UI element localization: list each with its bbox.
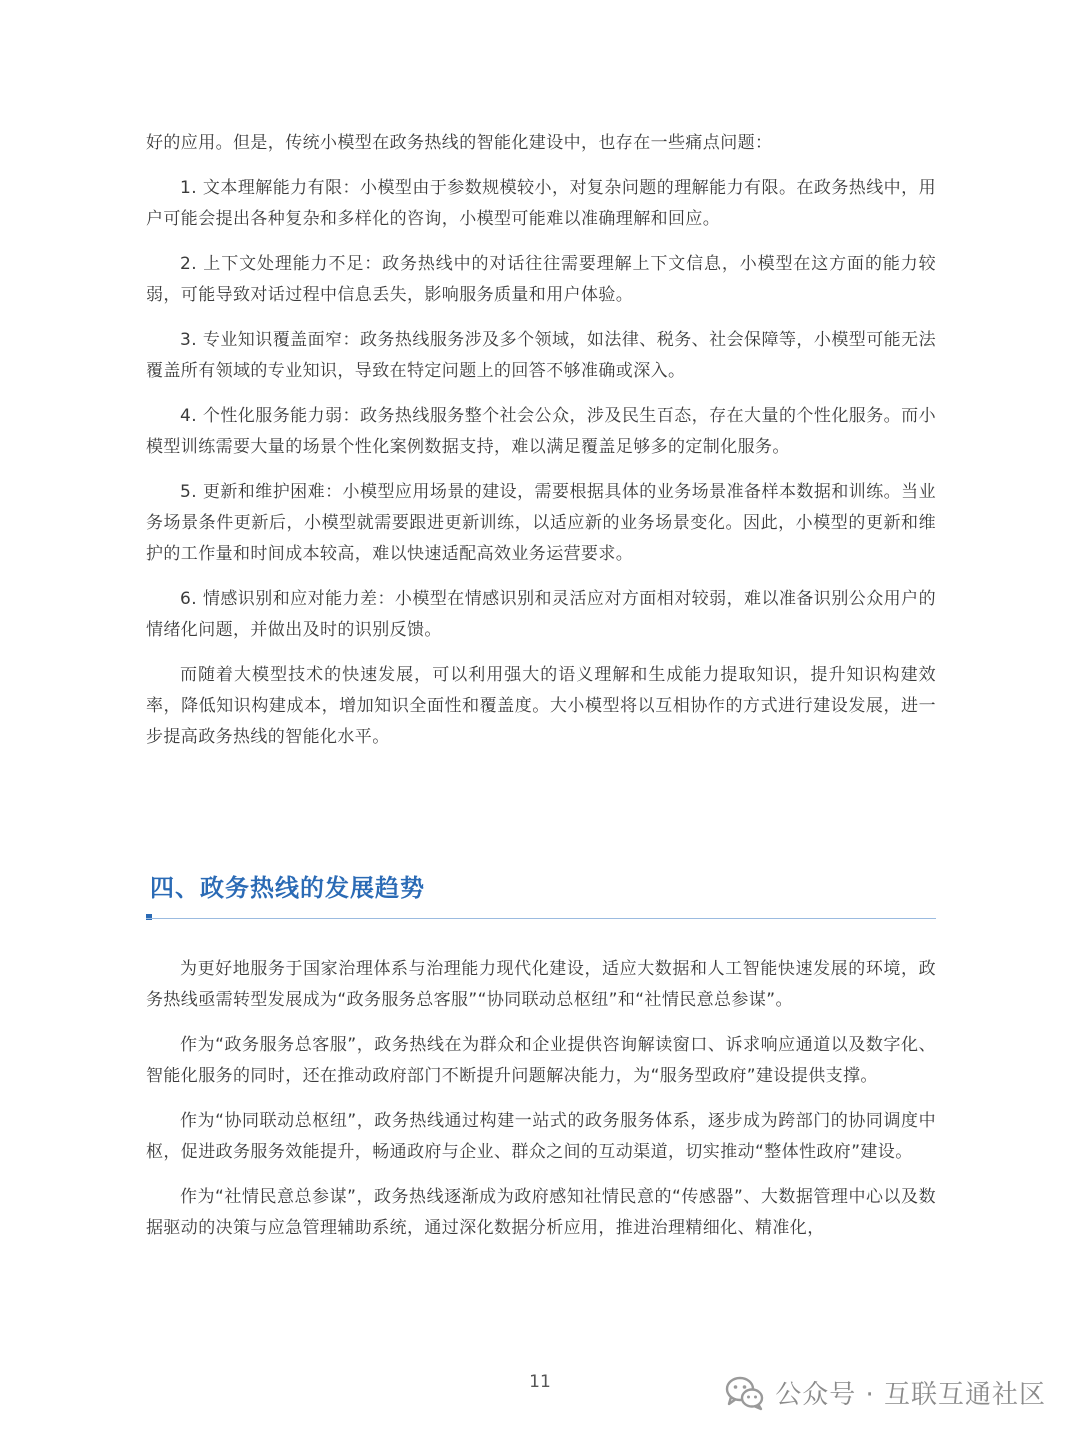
section-paragraph-2: 作为“政务服务总客服”，政务热线在为群众和企业提供咨询解读窗口、诉求响应通道以及数字化、智能化服务的同时，还在推动政府部门不断提升问题解决能力，为“服务型政府”建设提供支撑。 [146,1035,936,1086]
list-item-4: 4. 个性化服务能力弱：政务热线服务整个社会公众，涉及民生百态，存在大量的个性化服务。而小模型训练需要大量的场景个性化案例数据支持，难以满足覆盖足够多的定制化服务。 [146,406,936,457]
list-item-6: 6. 情感识别和应对能力差：小模型在情感识别和灵活应对方面相对较弱，难以准备识别公众用户的情绪化问题，并做出及时的识别反馈。 [146,589,936,640]
section-development-trend [146,866,936,1244]
summary-paragraph: 而随着大模型技术的快速发展，可以利用强大的语义理解和生成能力提取知识，提升知识构建效率，降低知识构建成本，增加知识全面性和覆盖度。大小模型将以互相协作的方式进行建设发展，进一步提高政务热线的智能化水平。 [146,665,936,747]
section-paragraph-3: 作为“协同联动总枢纽”，政务热线通过构建一站式的政务服务体系，逐步成为跨部门的协同调度中枢，促进政务服务效能提升，畅通政府与企业、群众之间的互动渠道，切实推动“整体性政府”建设。 [146,1111,936,1162]
watermark-text: 公众号 · 互联互通社区 [775,1380,1046,1410]
heading-rule-line [146,918,936,919]
section-body [146,954,936,1244]
list-item-2: 2. 上下文处理能力不足：政务热线中的对话往往需要理解上下文信息，小模型在这方面的能力较弱，可能导致对话过程中信息丢失，影响服务质量和用户体验。 [146,254,936,305]
list-item-3: 3. 专业知识覆盖面窄：政务热线服务涉及多个领域，如法律、税务、社会保障等，小模型可能无法覆盖所有领域的专业知识，导致在特定问题上的回答不够准确或深入。 [146,330,936,381]
heading-underline [146,914,936,920]
section-paragraph-1: 为更好地服务于国家治理体系与治理能力现代化建设，适应大数据和人工智能快速发展的环境，政务热线亟需转型发展成为“政务服务总客服”“协同联动总枢纽”和“社情民意总参谋”。 [146,959,936,1010]
list-item-5: 5. 更新和维护困难：小模型应用场景的建设，需要根据具体的业务场景准备样本数据和训练。当业务场景条件更新后，小模型就需要跟进更新训练，以适应新的业务场景变化。因此，小模型的更新和维护的工作量和时间成本较高，难以快速适配高效业务运营要求。 [146,482,936,564]
paragraph-continuation: 好的应用。但是，传统小模型在政务热线的智能化建设中，也存在一些痛点问题： [146,133,773,153]
wechat-icon [725,1375,765,1411]
section-heading: 四、政务热线的发展趋势 [150,874,425,902]
section-paragraph-4: 作为“社情民意总参谋”，政务热线逐渐成为政府感知社情民意的“传感器”、大数据管理中心以及数据驱动的决策与应急管理辅助系统，通过深化数据分析应用，推进治理精细化、精准化， [146,1187,936,1238]
heading-accent-square [146,914,152,920]
list-item-1: 1. 文本理解能力有限：小模型由于参数规模较小，对复杂问题的理解能力有限。在政务热线中，用户可能会提出各种复杂和多样化的咨询，小模型可能难以准确理解和回应。 [146,178,936,229]
watermark [725,1374,1046,1411]
page-number: 11 [529,1372,551,1392]
body-text [146,128,936,753]
